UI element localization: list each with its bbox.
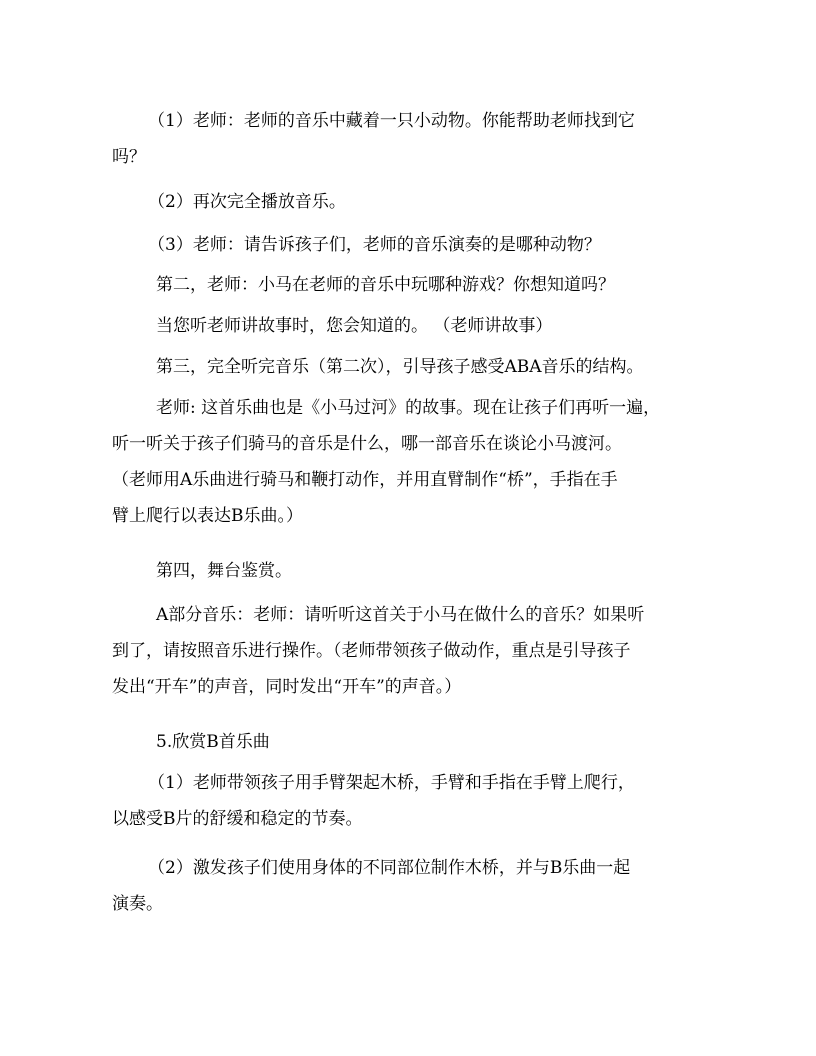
paragraph-step-3 (112, 227, 708, 263)
text-line: 吗？ (112, 147, 146, 167)
text-line: 臂上爬行以表达B乐曲。） (112, 506, 303, 526)
paragraph-step-2 (112, 184, 708, 220)
paragraph-b-step-2 (112, 850, 708, 922)
text-line: 以感受B片的舒缓和稳定的节奏。 (112, 809, 363, 829)
paragraph-b-step-1 (112, 765, 708, 837)
paragraph-section-5 (112, 724, 708, 760)
text-line: 第三，完全听完音乐（第二次），引导孩子感受ABA音乐的结构。 (156, 357, 644, 377)
paragraph-story (112, 308, 708, 344)
text-line: （2）激发孩子们使用身体的不同部位制作木桥，并与B乐曲一起 (148, 858, 631, 878)
text-line: 听一听关于孩子们骑马的音乐是什么，哪一部音乐在谈论小马渡河。 (112, 434, 622, 454)
text-line: 第四，舞台鉴赏。 (156, 561, 292, 581)
paragraph-fourth (112, 553, 708, 589)
paragraph-second (112, 267, 708, 303)
text-line: 5.欣赏B首乐曲 (156, 732, 270, 752)
text-line: （3）老师：请告诉孩子们，老师的音乐演奏的是哪种动物？ (148, 235, 601, 255)
text-line: 第二，老师：小马在老师的音乐中玩哪种游戏？你想知道吗？ (156, 275, 615, 295)
paragraph-part-a (112, 597, 708, 705)
text-line: （老师用A乐曲进行骑马和鞭打动作，并用直臂制作“桥”，手指在手 (112, 470, 618, 490)
text-line: 发出“开车”的声音，同时发出“开车”的声音。） (112, 677, 462, 697)
paragraph-third (112, 349, 708, 385)
text-line: （1）老师：老师的音乐中藏着一只小动物。你能帮助老师找到它 (148, 111, 635, 131)
text-line: 老师: 这首乐曲也是《小马过河》的故事。现在让孩子们再听一遍， (156, 398, 661, 418)
text-line: 演奏。 (112, 894, 163, 914)
text-line: A部分音乐：老师：请听听这首关于小马在做什么的音乐？如果听 (156, 605, 645, 625)
paragraph-step-1 (112, 103, 708, 175)
text-line: （1）老师带领孩子用手臂架起木桥，手臂和手指在手臂上爬行， (148, 773, 635, 793)
text-line: （2）再次完全播放音乐。 (148, 192, 346, 212)
text-line: 当您听老师讲故事时，您会知道的。 （老师讲故事） (156, 316, 553, 336)
text-line: 到了，请按照音乐进行操作。（老师带领孩子做动作，重点是引导孩子 (112, 641, 631, 661)
paragraph-teacher-story (112, 390, 708, 534)
